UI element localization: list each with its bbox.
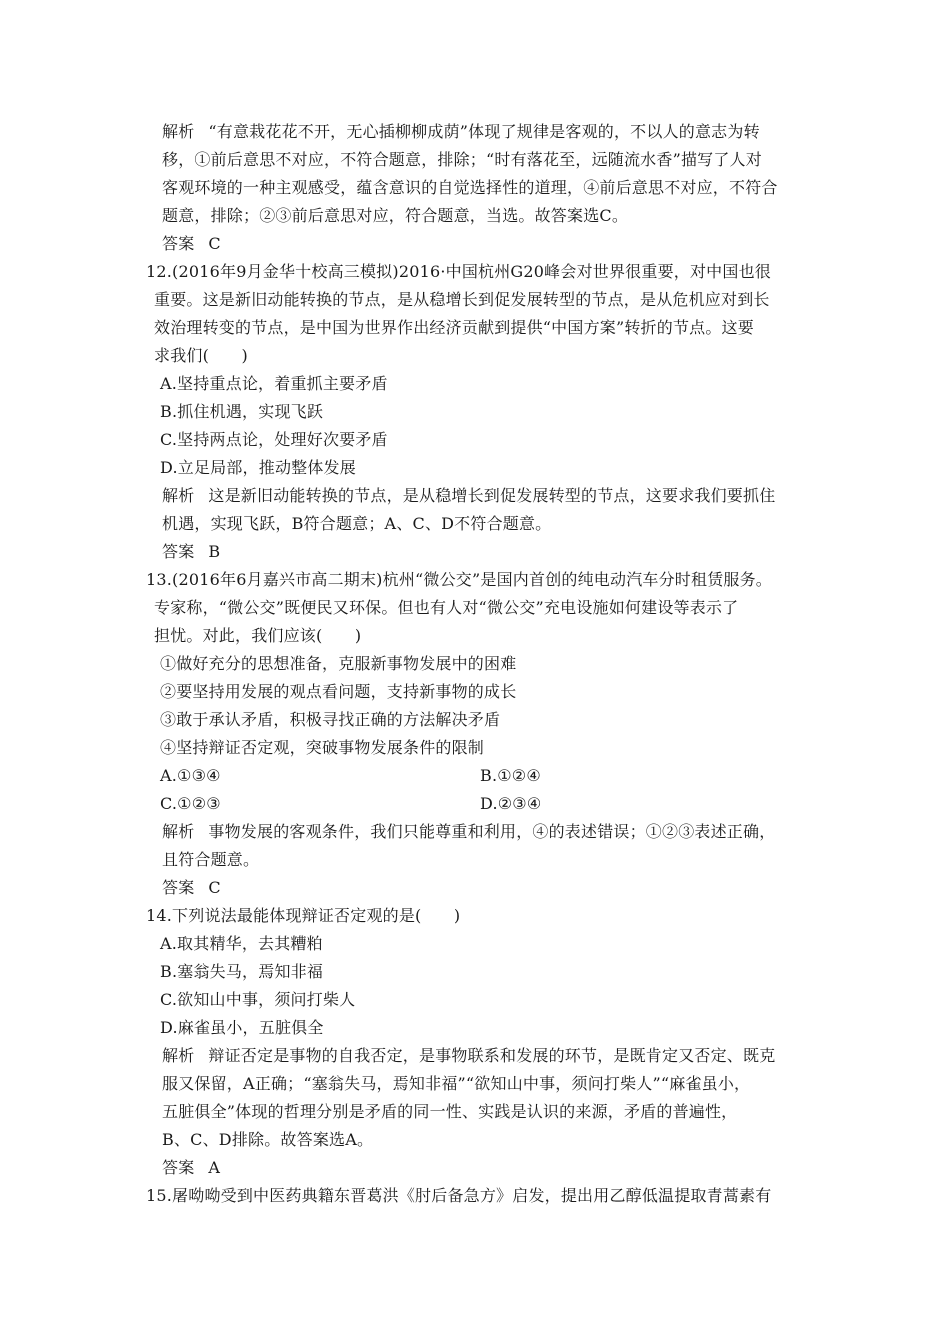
question-12-option-c: C.坚持两点论，处理好次要矛盾 [160,430,388,449]
question-14-option-d: D.麻雀虽小，五脏俱全 [160,1018,324,1037]
analysis-11-line-1: 解析 “有意栽花花不开，无心插柳柳成荫”体现了规律是客观的，不以人的意志为转 [162,122,760,141]
answer-12: 答案 B [162,542,221,561]
analysis-11-line-2: 移，①前后意思不对应，不符合题意，排除；“时有落花至，远随流水香”描写了人对 [162,150,762,169]
question-13-statement-1: ①做好充分的思想准备，克服新事物发展中的困难 [160,654,517,673]
analysis-14-line-1: 解析 辩证否定是事物的自我否定，是事物联系和发展的环节，是既肯定又否定、既克 [162,1046,776,1065]
question-14-line-1: 14.下列说法最能体现辩证否定观的是( ) [146,906,461,925]
answer-13: 答案 C [162,878,221,897]
analysis-14-line-2: 服又保留，A正确；“塞翁失马，焉知非福”“欲知山中事，须问打柴人”“麻雀虽小， [162,1074,751,1093]
analysis-11-line-4: 题意，排除；②③前后意思对应，符合题意，当选。故答案选C。 [162,206,629,225]
question-13-statement-2: ②要坚持用发展的观点看问题，支持新事物的成长 [160,682,517,701]
analysis-12-line-1: 解析 这是新旧动能转换的节点，是从稳增长到促发展转型的节点，这要求我们要抓住 [162,486,776,505]
question-13-statement-3: ③敢于承认矛盾，积极寻找正确的方法解决矛盾 [160,710,501,729]
analysis-label: 解析 [162,122,195,141]
answer-11: 答案 C [162,234,221,253]
question-13-statement-4: ④坚持辩证否定观，突破事物发展条件的限制 [160,738,485,757]
question-15-line-1: 15.屠呦呦受到中医药典籍东晋葛洪《肘后备急方》启发，提出用乙醇低温提取青蒿素有 [146,1186,772,1205]
analysis-12-line-2: 机遇，实现飞跃，B符合题意；A、C、D不符合题意。 [162,514,552,533]
question-12-option-d: D.立足局部，推动整体发展 [160,458,356,477]
question-13-option-d: D.②③④ [480,794,542,813]
question-13-option-c: C.①②③ [160,794,221,813]
question-13-option-b: B.①②④ [480,766,541,785]
analysis-14-line-4: B、C、D排除。故答案选A。 [162,1130,374,1149]
analysis-13-line-2: 且符合题意。 [162,850,260,869]
analysis-14-line-3: 五脏俱全”体现的哲理分别是矛盾的同一性、实践是认识的来源，矛盾的普遍性， [162,1102,738,1121]
question-12-line-2: 重要。这是新旧动能转换的节点，是从稳增长到促发展转型的节点，是从危机应对到长 [154,290,770,309]
question-14-option-b: B.塞翁失马，焉知非福 [160,962,324,981]
question-14-option-c: C.欲知山中事，须问打柴人 [160,990,356,1009]
question-13-line-3: 担忧。对此，我们应该( ) [154,626,362,645]
question-13-line-2: 专家称，“微公交”既便民又环保。但也有人对“微公交”充电设施如何建设等表示了 [154,598,739,617]
question-13-option-a: A.①③④ [160,766,221,785]
analysis-11-line-3: 客观环境的一种主观感受，蕴含意识的自觉选择性的道理，④前后意思不对应，不符合 [162,178,778,197]
analysis-13-line-1: 解析 事物发展的客观条件，我们只能尊重和利用，④的表述错误；①②③表述正确， [162,822,776,841]
question-14-option-a: A.取其精华，去其糟粕 [160,934,323,953]
question-12-option-b: B.抓住机遇，实现飞跃 [160,402,324,421]
question-13-line-1: 13.(2016年6月嘉兴市高二期末)杭州“微公交”是国内首创的纯电动汽车分时租赁服务。 [146,570,772,589]
question-12-option-a: A.坚持重点论，着重抓主要矛盾 [160,374,388,393]
question-12-line-1: 12.(2016年9月金华十校高三模拟)2016·中国杭州G20峰会对世界很重要，对中国也很 [146,262,771,281]
question-12-line-4: 求我们( ) [154,346,248,365]
answer-14: 答案 A [162,1158,221,1177]
question-12-line-3: 效治理转变的节点，是中国为世界作出经济贡献到提供“中国方案”转折的节点。这要 [154,318,754,337]
